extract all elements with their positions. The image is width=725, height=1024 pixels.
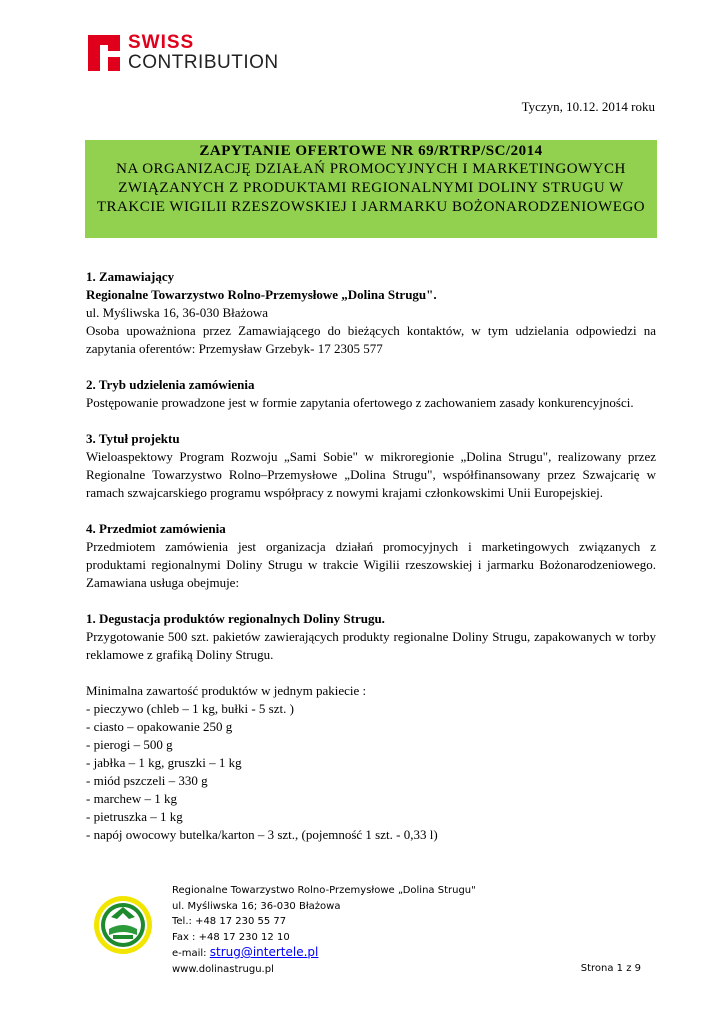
contact-person: Osoba upoważniona przez Zamawiającego do bieżących kontaktów, w tym udzielania odpowiedzi na zapytania oferentów: Przemysław Grzebyk- 17 2305 577: [86, 323, 656, 356]
document-title: ZAPYTANIE OFERTOWE NR 69/RTRP/SC/2014: [199, 143, 543, 159]
document-body: [86, 268, 656, 844]
list-item: - miód pszczeli – 330 g: [86, 773, 208, 788]
list-item: - jabłka – 1 kg, gruszki – 1 kg: [86, 755, 242, 770]
contractor-address: ul. Myśliwska 16, 36-030 Błażowa: [86, 305, 268, 320]
section-3-heading: 3. Tytuł projektu: [86, 431, 180, 446]
footer-address: ul. Myśliwska 16; 36-030 Błażowa: [172, 900, 341, 912]
list-item: - ciasto – opakowanie 250 g: [86, 719, 233, 734]
list-item: - napój owocowy butelka/karton – 3 szt., (pojemność 1 szt. - 0,33 l): [86, 827, 438, 842]
footer-org: Regionalne Towarzystwo Rolno-Przemysłowe „Dolina Strugu": [172, 885, 476, 896]
section-2-heading: 2. Tryb udzielenia zamówienia: [86, 377, 255, 392]
list-item: - marchew – 1 kg: [86, 791, 177, 806]
email-link[interactable]: strug@intertele.pl: [209, 945, 319, 959]
section-4-heading: 4. Przedmiot zamówienia: [86, 521, 226, 536]
footer-fax: Fax : +48 17 230 12 10: [172, 931, 290, 943]
document-date: Tyczyn, 10.12. 2014 roku: [521, 99, 655, 114]
logo-contribution-text: CONTRIBUTION: [128, 52, 279, 73]
page-number: Strona 1 z 9: [580, 963, 641, 974]
list-item: - pieczywo (chleb – 1 kg, bułki - 5 szt. ): [86, 701, 294, 716]
section-3-text: Wieloaspektowy Program Rozwoju „Sami Sobie" w mikroregionie „Dolina Strugu", realizowany przez Regionalne Towarzystwo Rolno–Przemysłowe „Dolina Strugu", współfinansowany przez Szwajcarię w ramach szwajcarskiego programu współpracy z nowymi krajami członkowskimi Unii Europejskiej.: [86, 449, 656, 500]
document-subtitle: NA ORGANIZACJĘ DZIAŁAŃ PROMOCYJNYCH I MARKETINGOWYCH ZWIĄZANYCH Z PRODUKTAMI REGIONALNYMI DOLINY STRUGU W TRAKCIE WIGILII RZESZOWSKIEJ I JARMARKU BOŻONARODZENIOWEGO: [96, 161, 646, 215]
list-item: - pietruszka – 1 kg: [86, 809, 183, 824]
title-banner: [85, 140, 657, 238]
subsection-1-heading: 1. Degustacja produktów regionalnych Doliny Strugu.: [86, 611, 385, 626]
email-label: e-mail:: [172, 948, 210, 959]
footer-website[interactable]: www.dolinastrugu.pl: [172, 963, 274, 975]
footer-contact-info: [172, 883, 476, 977]
section-4-text: Przedmiotem zamówienia jest organizacja działań promocyjnych i marketingowych związanych z produktami regionalnymi Doliny Strugu w trakcie Wigilii rzeszowskiej i jarmarku Bożonarodzeniowego. Zamawiana usługa obejmuje:: [86, 539, 656, 590]
page-footer: [0, 880, 725, 1000]
dolina-strugu-logo: [93, 895, 153, 955]
contractor-name: Regionalne Towarzystwo Rolno-Przemysłowe „Dolina Strugu".: [86, 287, 437, 302]
footer-phone: Tel.: +48 17 230 55 77: [172, 916, 287, 927]
section-1-heading: 1. Zamawiający: [86, 269, 175, 284]
section-2-text: Postępowanie prowadzone jest w formie zapytania ofertowego z zachowaniem zasady konkurencyjności.: [86, 395, 634, 410]
swiss-cross-icon: [88, 35, 120, 71]
list-item: - pierogi – 500 g: [86, 737, 173, 752]
package-list-intro: Minimalna zawartość produktów w jednym pakiecie :: [86, 683, 367, 698]
subsection-1-text: Przygotowanie 500 szt. pakietów zawierających produkty regionalne Doliny Strugu, zapakowanych w torby reklamowe z grafiką Doliny Strugu.: [86, 629, 656, 662]
footer-email-row: [172, 945, 476, 962]
logo-swiss-text: SWISS: [128, 32, 195, 53]
